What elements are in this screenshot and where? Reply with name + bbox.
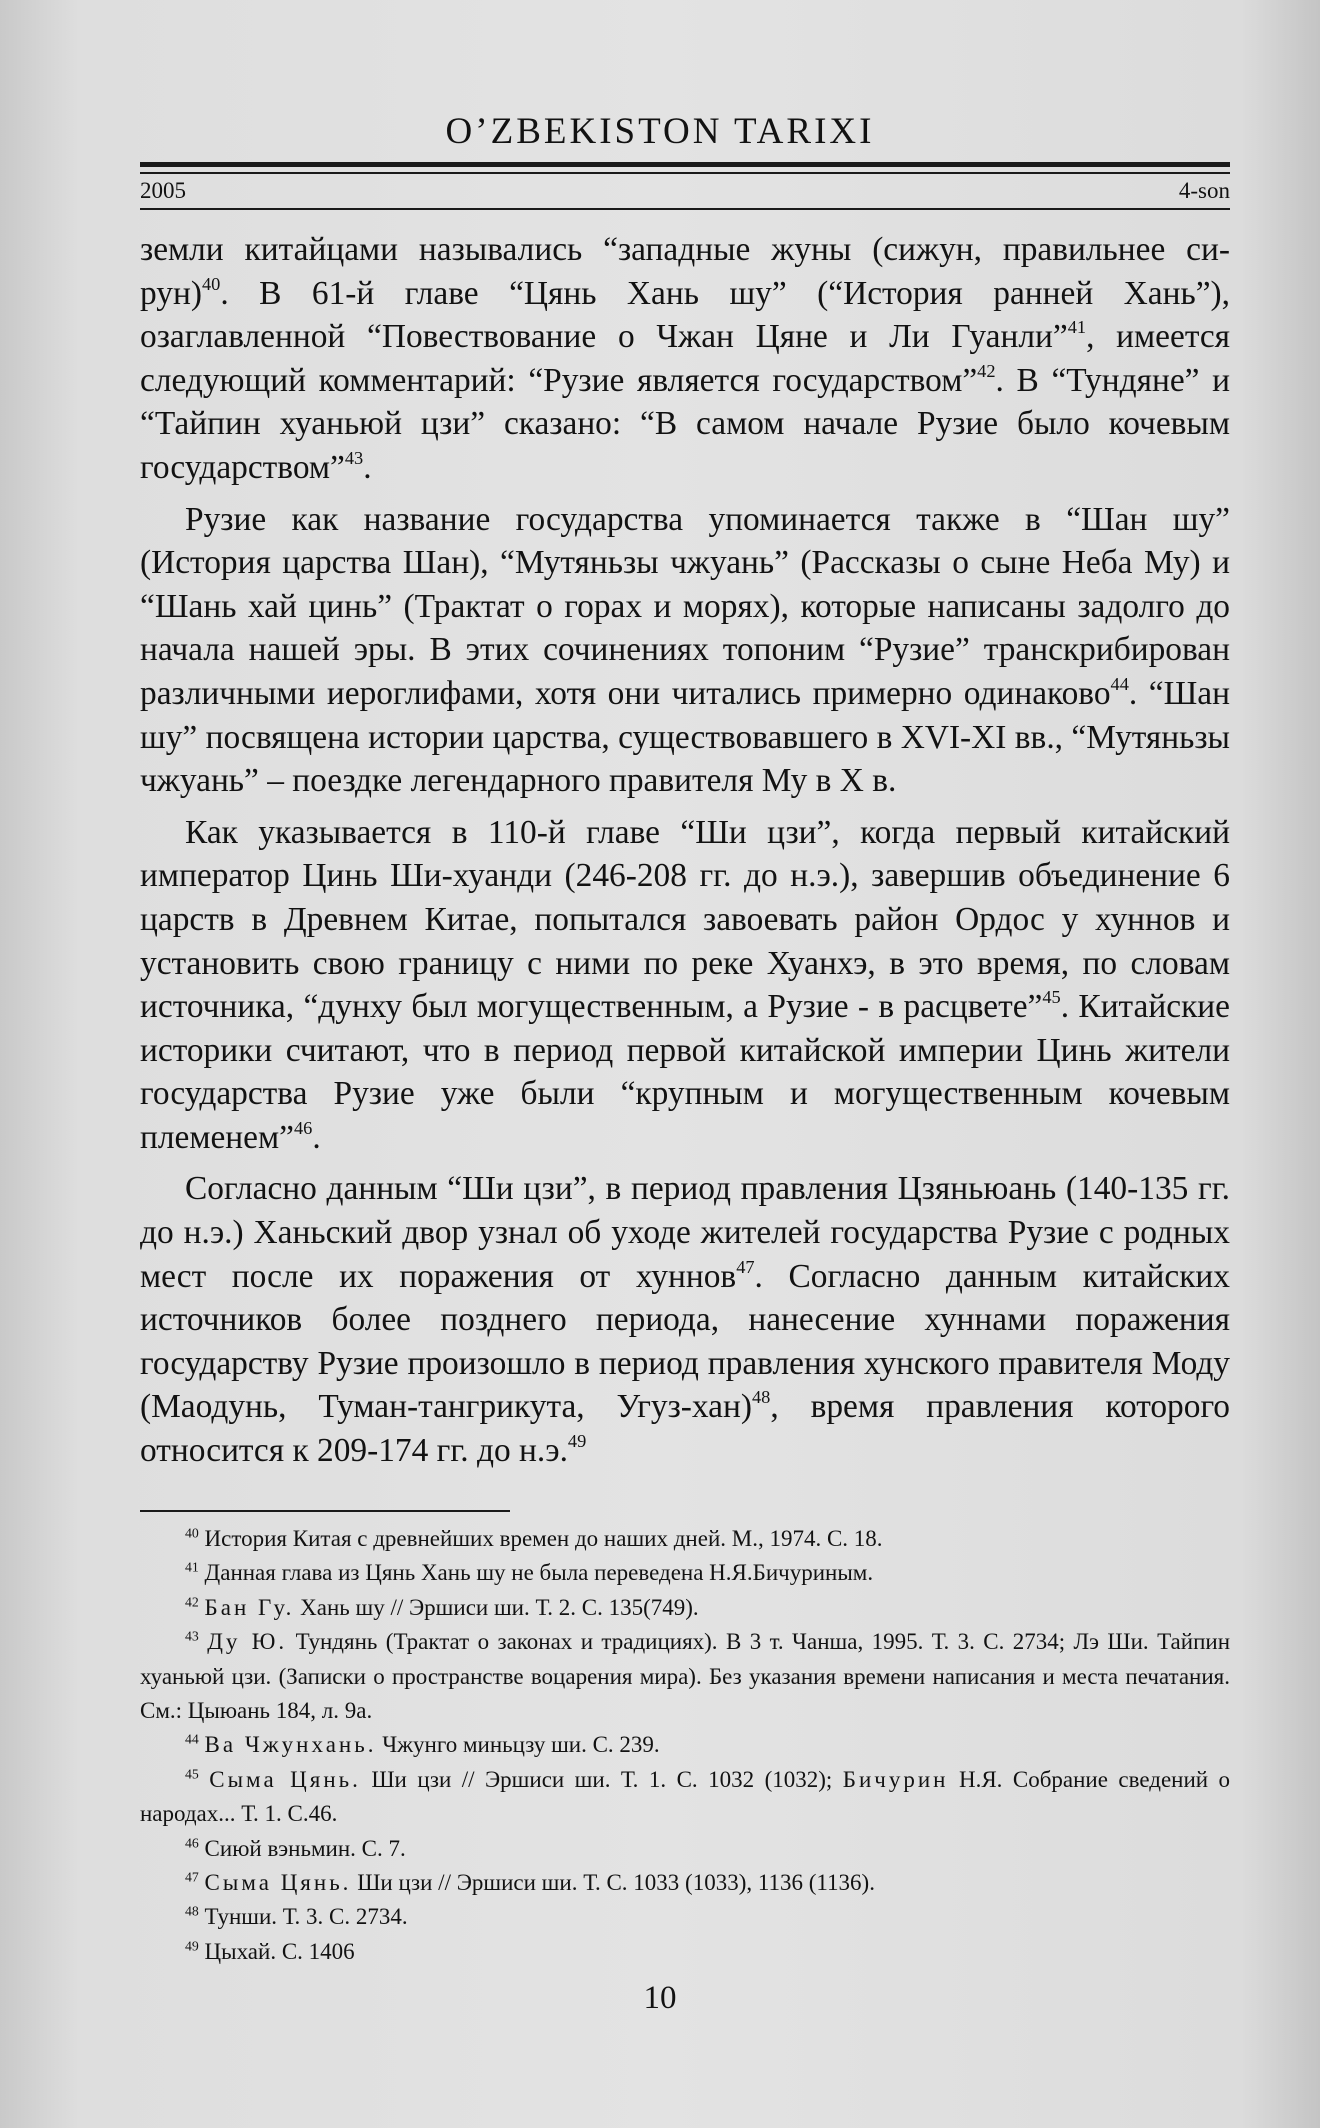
footnote-40: $^{40}$ История Китая с древнейших времен до наших дней. М., 1974. С. 18. [185, 1525, 883, 1551]
issue-number: 4-son [1178, 178, 1230, 203]
footnote-ref: 40 [201, 273, 221, 294]
footnote-41: $^{41}$ Данная глава из Цянь Хань шу не была переведена Н.Я.Бичуриным. [185, 1560, 874, 1586]
footnote-46: $^{46}$ Сиюй вэньмин. С. 7. [185, 1835, 406, 1861]
footnote-ref: 41 [1067, 317, 1087, 338]
footnote-42: $^{42}$ Бан Гу. Хань шу // Эршиси ши. Т. 2. С. 135(749). [185, 1594, 699, 1620]
footnote-47: $^{47}$ Сыма Цянь. Ши цзи // Эршиси ши. Т. С. 1033 (1033), 1136 (1136). [185, 1869, 875, 1896]
footnote-49: $^{49}$ Цыхай. С. 1406 [185, 1938, 355, 1964]
footnote-ref: 47 [736, 1256, 755, 1277]
footnote-ref: 44 [1110, 674, 1129, 695]
footnote-ref: 49 [567, 1431, 587, 1452]
footnote-author: Ва Чжунхань. [204, 1732, 377, 1758]
footnote-ref: 42 [977, 361, 996, 382]
footnote-45: $^{45}$ Сыма Цянь. Ши цзи // Эршиси ши. Т. 1. С. 1032 (1032); Бичурин Н.Я. Собрание сведений о народах... Т. 1. С.46. [140, 1766, 1231, 1827]
footnote-author: Бан Гу. [204, 1594, 295, 1620]
header-rule-under [140, 208, 1230, 210]
footnote-author: Бичурин [842, 1766, 949, 1792]
footnote-ref: 46 [293, 1118, 313, 1139]
journal-title: O’ZBEKISTON TARIXI [445, 111, 875, 152]
page-number: 10 [643, 1980, 677, 2016]
issue-year: 2005 [140, 178, 186, 203]
footnote-48: $^{48}$ Тунши. Т. 3. С. 2734. [185, 1904, 408, 1930]
footnotes [140, 1522, 1230, 1969]
body-text [140, 228, 1230, 1481]
paragraph-2: Рузие как название государства упоминается также в “Шан шу” (История царства Шан), “Мутяньзы чжуань” (Рассказы о сыне Неба Му) и “Шань хай цинь” (Трактат о горах и морях), которые написаны задолго до начала нашей эры. В этих сочинениях топоним “Рузие” транскрибирован различными иероглифами, хотя они читались примерно одинаково$^{44}$. “Шан шу” посвящена истории царства, существовавшего в XVI-XI вв., “Мутяньзы чжуань” – поездке легендарного правителя Му в X в. [140, 500, 1231, 800]
footnote-44: $^{44}$ Ва Чжунхань. Чжунго миньцзу ши. С. 239. [185, 1732, 660, 1758]
footnote-author: Ду Ю. [207, 1629, 288, 1655]
header-rule-thick [140, 162, 1230, 167]
footnote-separator [140, 1510, 510, 1512]
footnote-author: Сыма Цянь. [204, 1870, 352, 1896]
footnote-ref: 45 [1042, 987, 1061, 1008]
footnote-43: $^{43}$ Ду Ю. Тундянь (Трактат о законах и традициях). В 3 т. Чанша, 1995. Т. 3. С. 2734; Лэ Ши. Тайпин хуаньюй цзи. (Записки о пространстве воцарения мира). Без указания времени написания и места печатания. См.: Цыюань 184, л. 9а. [140, 1628, 1230, 1724]
header-rule-thin [140, 172, 1230, 174]
footnote-author: Сыма Цянь. [209, 1766, 361, 1792]
footnote-ref: 43 [344, 448, 364, 469]
paragraph-1: земли китайцами назывались “западные жуны (сижун, правильнее си-рун)$^{40}$. В 61-й главе “Цянь Хань шу” (“История ранней Хань”), озаглавленной “Повествование о Чжан Цяне и Ли Гуанли”$^{41}$, имеется следующий комментарий: “Рузие является государством”$^{42}$. В “Тундяне” и “Тайпин хуаньюй цзи” сказано: “В самом начале Рузие было кочевым государством”$^{43}$. [140, 231, 1231, 486]
paragraph-3: Как указывается в 110-й главе “Ши цзи”, когда первый китайский император Цинь Ши-хуанди (246-208 гг. до н.э.), завершив объединение 6 царств в Древнем Китае, попытался завоевать район Ордос у хуннов и установить свою границу с ними по реке Хуанхэ, в это время, по словам источника, “дунху был могущественным, а Рузие - в расцвете”$^{45}$. Китайские историки считают, что в период первой китайской империи Цинь жители государства Рузие уже были “крупным и могущественным кочевым племенем”$^{46}$. [140, 813, 1230, 1156]
footnote-ref: 48 [752, 1387, 771, 1408]
paragraph-4: Согласно данным “Ши цзи”, в период правления Цзяньюань (140-135 гг. до н.э.) Ханьский двор узнал об уходе жителей государства Рузие с родных мест после их поражения от хуннов$^{47}$. Согласно данным китайских источников более позднего периода, нанесение хуннами поражения государству Рузие произошло в период правления хунского правителя Моду (Маодунь, Туман-тангрикута, Угуз-хан)$^{48}$, время правления которого относится к 209-174 гг. до н.э.$^{49}$ [140, 1170, 1231, 1470]
